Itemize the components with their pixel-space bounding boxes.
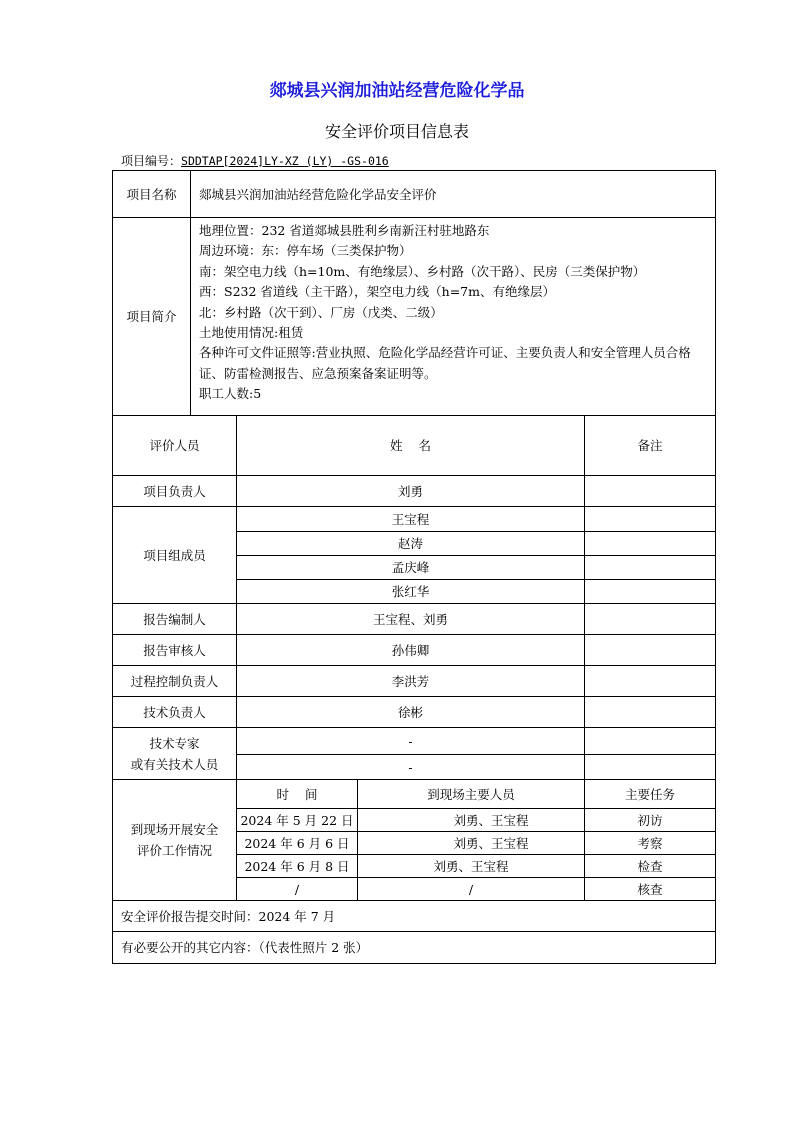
- project-name-value: 郯城县兴润加油站经营危险化学品安全评价: [191, 171, 716, 218]
- table-row: [113, 780, 716, 809]
- experts-label-line: 或有关技术人员: [130, 756, 219, 772]
- member-value: 王宝程: [237, 507, 585, 532]
- table-row: [113, 416, 716, 476]
- site-task: 检查: [585, 855, 716, 878]
- remark-cell: [585, 476, 716, 507]
- site-people: 刘勇、王宝程: [358, 855, 585, 878]
- site-time: 2024 年 6 月 8 日: [237, 855, 358, 878]
- tech-leader-label: 技术负责人: [113, 697, 237, 728]
- report-writer-value: 王宝程、刘勇: [237, 604, 585, 635]
- table-row: [113, 476, 716, 507]
- submit-time: 安全评价报告提交时间：2024 年 7 月: [113, 901, 716, 932]
- table-row: [113, 901, 716, 932]
- evaluators-label: 评价人员: [113, 416, 237, 476]
- table-row: [113, 932, 716, 964]
- leader-label: 项目负责人: [113, 476, 237, 507]
- intro-line: 地理位置：232 省道郯城县胜利乡南新汪村驻地路东: [199, 223, 490, 238]
- site-work-label: [113, 780, 237, 901]
- site-task: 核查: [585, 878, 716, 901]
- intro-line: 土地使用情况:租赁: [199, 325, 304, 341]
- table-row: [113, 635, 716, 666]
- tech-leader-value: 徐彬: [237, 697, 585, 728]
- table-row: [113, 728, 716, 755]
- remark-header: 备注: [585, 416, 716, 476]
- site-people-header: 到现场主要人员: [358, 780, 585, 809]
- table-row: [113, 507, 716, 532]
- site-time: /: [237, 878, 358, 901]
- member-value: 孟庆峰: [237, 556, 585, 580]
- site-work-label-line: 到现场开展安全: [130, 822, 219, 837]
- report-reviewer-label: 报告审核人: [113, 635, 237, 666]
- member-value: 赵涛: [237, 532, 585, 556]
- remark-cell: [585, 666, 716, 697]
- intro-label: 项目简介: [113, 218, 191, 416]
- remark-cell: [585, 635, 716, 666]
- document-subtitle: 安全评价项目信息表: [324, 122, 469, 141]
- table-row: [113, 218, 716, 416]
- site-task: 初访: [585, 809, 716, 832]
- site-work-label-line: 评价工作情况: [136, 843, 212, 858]
- info-table: [112, 170, 716, 964]
- intro-line: 西：S232 省道线（主干路），架空电力线（h=7m、有绝缘层）: [199, 284, 555, 300]
- table-row: [113, 697, 716, 728]
- remark-cell: [585, 728, 716, 755]
- remark-cell: [585, 697, 716, 728]
- remark-cell: [585, 556, 716, 580]
- remark-cell: [585, 580, 716, 604]
- intro-line: 周边环境：东：停车场（三类保护物）: [199, 243, 412, 259]
- project-number: [121, 152, 389, 169]
- report-reviewer-value: 孙伟卿: [237, 635, 585, 666]
- leader-value: 刘勇: [237, 476, 585, 507]
- site-task: 考察: [585, 832, 716, 855]
- intro-line: 北：乡村路（次干到）、厂房（戊类、二级）: [199, 304, 443, 320]
- site-people: 刘勇、王宝程: [358, 832, 585, 855]
- intro-content: [191, 218, 716, 416]
- process-control-value: 李洪芳: [237, 666, 585, 697]
- report-writer-label: 报告编制人: [113, 604, 237, 635]
- site-people: /: [358, 878, 585, 901]
- project-name-label: 项目名称: [113, 171, 191, 218]
- intro-line: 职工人数:5: [199, 386, 262, 402]
- expert-value: -: [237, 755, 585, 780]
- name-header: 姓 名: [237, 416, 585, 476]
- table-row: [113, 666, 716, 697]
- site-task-header: 主要任务: [585, 780, 716, 809]
- site-time: 2024 年 6 月 6 日: [237, 832, 358, 855]
- intro-line: 各种许可文件证照等:营业执照、危险化学品经营许可证、主要负责人和安全管理人员合格证、防雷检测报告、应急预案备案证明等。: [199, 345, 691, 381]
- members-label: 项目组成员: [113, 507, 237, 604]
- document-title: 郯城县兴润加油站经营危险化学品: [269, 81, 525, 101]
- other-public-content: 有必要公开的其它内容：（代表性照片 2 张）: [113, 932, 716, 964]
- process-control-label: 过程控制负责人: [113, 666, 237, 697]
- remark-cell: [585, 532, 716, 556]
- table-row: [113, 171, 716, 218]
- experts-label-line: 技术专家: [149, 735, 200, 751]
- table-row: [113, 604, 716, 635]
- remark-cell: [585, 604, 716, 635]
- remark-cell: [585, 507, 716, 532]
- member-value: 张红华: [237, 580, 585, 604]
- remark-cell: [585, 755, 716, 780]
- experts-label: [113, 728, 237, 780]
- site-time-header: 时 间: [237, 780, 358, 809]
- expert-value: -: [237, 728, 585, 755]
- site-people: 刘勇、王宝程: [358, 809, 585, 832]
- project-number-label: 项目编号：: [121, 154, 182, 168]
- project-number-value: SDDTAP[2024]LY-XZ (LY) -GS-016: [181, 154, 389, 168]
- site-time: 2024 年 5 月 22 日: [237, 809, 358, 832]
- intro-line: 南：架空电力线（h=10m、有绝缘层）、乡村路（次干路）、民房（三类保护物）: [199, 263, 646, 279]
